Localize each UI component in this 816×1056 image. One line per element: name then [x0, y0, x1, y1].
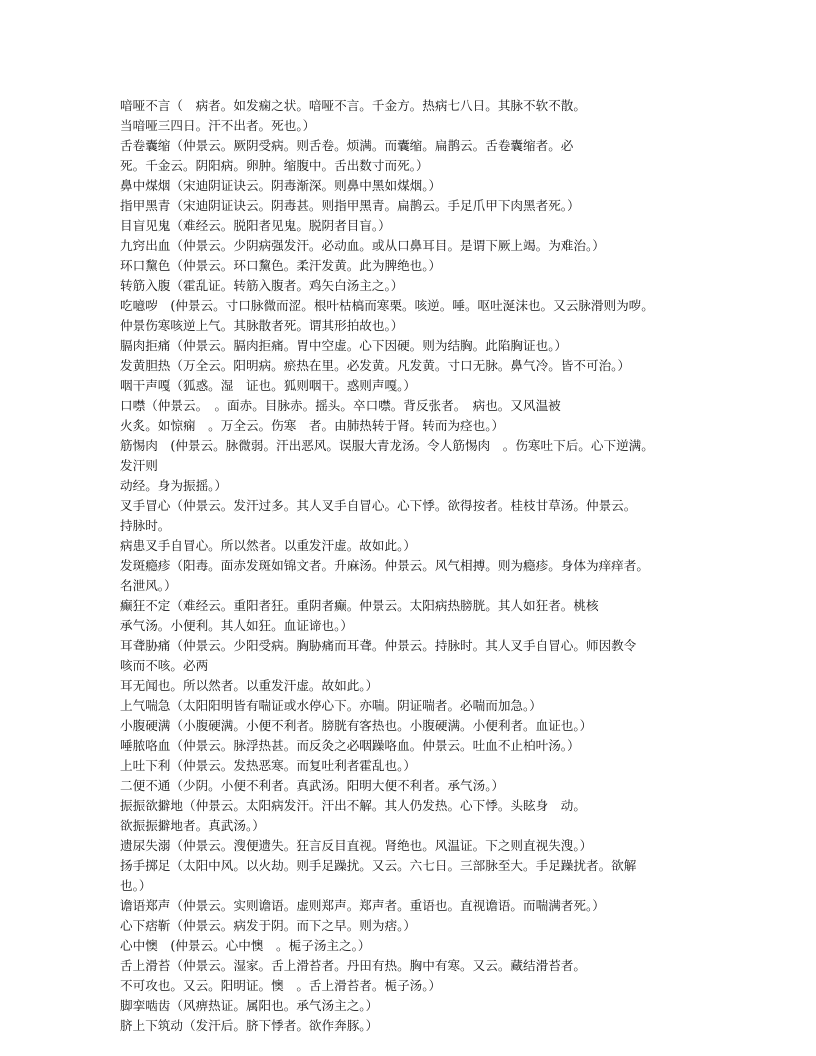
text-line: 咽干声嘎（狐惑。湿 证也。狐则咽干。惑则声嘎。）: [120, 378, 416, 393]
text-line: 病患叉手自冒心。所以然者。以重发汗虚。故如此。）: [120, 538, 416, 553]
text-line: 上气喘急（太阳阳明皆有喘证或水停心下。亦喘。阴证喘者。必喘而加急。）: [120, 698, 542, 713]
text-line: 当喑哑三四日。汗不出者。死也。）: [120, 118, 316, 133]
text-line: 脐上下筑动（发汗后。脐下悸者。欲作奔豚。）: [120, 1018, 379, 1033]
text-line: 心中懊 (仲景云。心中懊 。栀子汤主之。）: [120, 938, 371, 953]
text-line: 转筋入腹（霍乱证。转筋入腹者。鸡矢白汤主之。）: [120, 278, 404, 293]
text-line: 名泄风。）: [120, 578, 177, 593]
text-line: 欲振振擗地者。真武汤。）: [120, 818, 265, 833]
text-line: 目盲见鬼（难经云。脱阳者见鬼。脱阴者目盲。）: [120, 218, 391, 233]
text-line: 发斑瘾疹（阳毒。面赤发斑如锦文者。升麻汤。仲景云。风气相搏。则为瘾疹。身体为痒痒者。: [120, 558, 649, 573]
text-line: 舌卷囊缩（仲景云。厥阴受病。则舌卷。烦满。而囊缩。扁鹊云。舌卷囊缩者。必: [120, 138, 574, 153]
text-line: 膈肉拒痛（仲景云。膈肉拒痛。胃中空虚。心下因硬。则为结胸。此陷胸证也。）: [120, 338, 568, 353]
text-line: 火炙。如惊痫 。万全云。伤寒 者。由肺热转于肾。转而为痉也。）: [120, 418, 505, 433]
text-line: 筋惕肉 (仲景云。脉微弱。汗出恶风。误服大青龙汤。令人筋惕肉 。伤寒吐下后。心下逆满。: [120, 438, 654, 453]
text-line: 指甲黑青（宋迪阴证诀云。阴毒甚。则指甲黑青。扁鹊云。手足爪甲下肉黑者死。）: [120, 198, 580, 213]
text-line: 死。千金云。阴阳病。卵肿。缩腹中。舌出数寸而死。）: [120, 158, 429, 173]
text-line: 仲景伤寒咳逆上气。其脉散者死。谓其形拍故也。）: [120, 318, 404, 333]
text-line: 舌上滑苔（仲景云。湿家。舌上滑苔者。丹田有热。胸中有寒。又云。藏结滑苔者。: [120, 958, 586, 973]
text-line: 不可攻也。又云。阳明证。懊 。舌上滑苔者。栀子汤。）: [120, 978, 442, 993]
text-line: 癫狂不定（难经云。重阳者狂。重阴者癫。仲景云。太阳病热膀胱。其人如狂者。桃核: [120, 598, 599, 613]
text-line: 九窍出血（仲景云。少阴病强发汗。必动血。或从口鼻耳目。是谓下厥上竭。为难治。）: [120, 238, 605, 253]
text-line: 动经。身为振摇。）: [120, 478, 228, 493]
text-line: 耳聋胁痛（仲景云。少阳受病。胸胁痛而耳聋。仲景云。持脉时。其人叉手自冒心。师因教令: [120, 638, 637, 653]
text-line: 环口黧色（仲景云。环口黧色。柔汗发黄。此为脾绝也。）: [120, 258, 442, 273]
text-line: 谵语郑声（仲景云。实则谵语。虚则郑声。郑声者。重语也。直视谵语。而喘满者死。）: [120, 898, 605, 913]
document-page: [120, 96, 700, 1036]
text-line: 叉手冒心（仲景云。发汗过多。其人叉手自冒心。心下悸。欲得按者。桂枝甘草汤。仲景云。: [120, 498, 637, 513]
text-line: 也。）: [120, 878, 152, 893]
text-line: 上吐下利（仲景云。发热恶寒。而复吐利者霍乱也。）: [120, 758, 416, 773]
text-line: 鼻中煤烟（宋迪阴证诀云。阴毒渐深。则鼻中黑如煤烟。）: [120, 178, 442, 193]
text-line: 扬手掷足（太阳中风。以火劫。则手足躁扰。又云。六七日。三部脉至大。手足躁扰者。欲解: [120, 858, 637, 873]
text-line: 发黄胆热（万全云。阳明病。瘀热在里。必发黄。凡发黄。寸口无脉。鼻气冷。皆不可治。）: [120, 358, 631, 373]
text-line: 承气汤。小便利。其人如狂。血证谛也。）: [120, 618, 353, 633]
text-line: 持脉时。: [120, 518, 171, 533]
text-line: 发汗则: [120, 458, 158, 473]
text-line: 耳无闻也。所以然者。以重发汗虚。故如此。）: [120, 678, 379, 693]
text-line: 吃噫哕 (仲景云。寸口脉微而涩。根叶枯槁而寒栗。咳逆。唾。呕吐涎沫也。又云脉滑则为哕。: [120, 298, 654, 313]
text-line: 喑哑不言（ 病者。如发痫之状。喑哑不言。千金方。热病七八日。其脉不软不散。: [120, 98, 586, 113]
text-line: 遗尿失溺（仲景云。溲便遗失。狂言反目直视。肾绝也。风温证。下之则直视失溲。）: [120, 838, 593, 853]
text-line: 咳而不咳。必两: [120, 658, 209, 673]
text-line: 唾脓咯血（仲景云。脉浮热甚。而反灸之必咽躁咯血。仲景云。吐血不止柏叶汤。）: [120, 738, 580, 753]
text-line: 脚挛啮齿（风痹热证。属阳也。承气汤主之。）: [120, 998, 379, 1013]
text-line: 心下痞靳（仲景云。病发于阴。而下之早。则为痞。）: [120, 918, 416, 933]
text-line: 振振欲擗地（仲景云。太阳病发汗。汗出不解。其人仍发热。心下悸。头眩身 动。: [120, 798, 586, 813]
text-line: 二便不通（少阴。小便不利者。真武汤。阳明大便不利者。承气汤。）: [120, 778, 505, 793]
text-line: 口噤（仲景云。 。面赤。目脉赤。摇头。卒口噤。背反张者。 病也。又风温被: [120, 398, 561, 413]
text-line: 小腹硬满（小腹硬满。小便不利者。膀胱有客热也。小腹硬满。小便利者。血证也。）: [120, 718, 593, 733]
